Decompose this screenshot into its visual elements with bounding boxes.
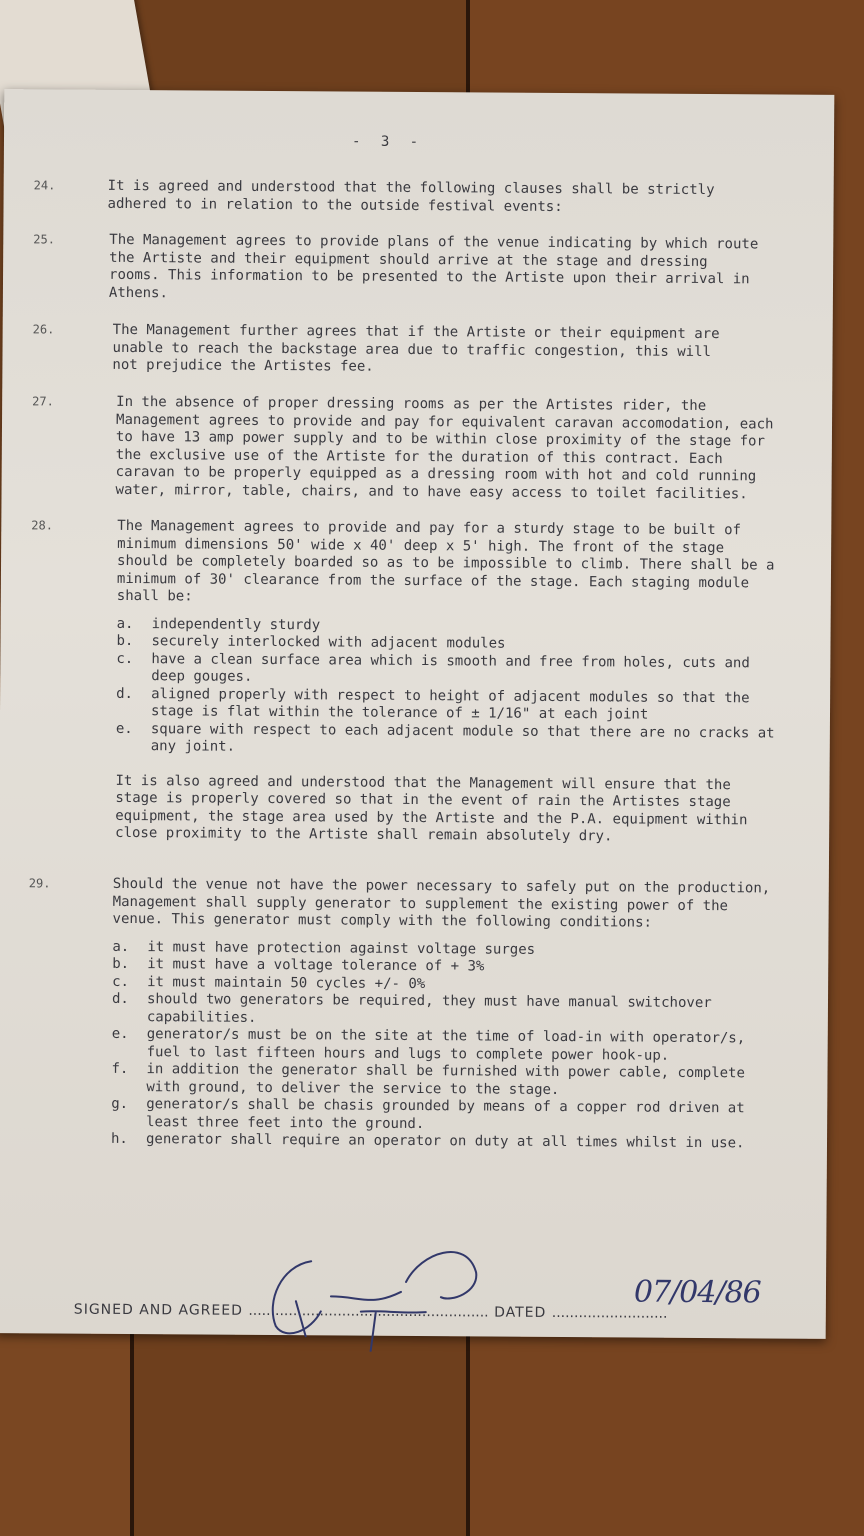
list-item: a. it must have protection against voltage surges	[112, 938, 536, 958]
handwritten-signature	[251, 1241, 492, 1353]
list-item: a. independently sturdy	[116, 615, 321, 633]
handwritten-date: 07/04/86	[633, 1274, 761, 1311]
page-number: - 3 -	[351, 133, 425, 151]
list-item: g. generator/s shall be chasis grounded by means of a copper rod driven at least three feet into the ground.	[111, 1095, 745, 1132]
clause-number: 25.	[33, 232, 56, 247]
signature-dots: ......................................................	[248, 1302, 489, 1321]
clause-text: It is agreed and understood that the following clauses shall be strictly adhered to in relation to the outside festival events:	[107, 177, 715, 215]
clause-24	[4, 177, 804, 215]
list-item: b. securely interlocked with adjacent modules	[116, 632, 506, 652]
list-item: c. it must maintain 50 cycles +/- 0%	[112, 973, 426, 992]
clause-text: In the absence of proper dressing rooms as per the Artistes rider, the Management agrees to provide and pay for equivalent caravan accomodation, each to have 13 amp power supply and to be within close proximity of the stage for the exclusive use of the Artiste for the duration of this contract. Each caravan to be properly equipped as a dressing room with hot and cold running water, mirror, table, chairs, and to have easy access to toilet facilities.	[115, 393, 774, 502]
clause-number: 28.	[31, 518, 54, 533]
list-item: e. square with respect to each adjacent module so that there are no cracks at any joint.	[115, 720, 775, 755]
contract-page	[0, 89, 834, 1339]
clause-25	[3, 231, 803, 301]
list-item: c. have a clean surface area which is smooth and free from holes, cuts and deep gouges.	[116, 650, 750, 685]
clause-number: 26.	[32, 322, 55, 337]
clause-26	[3, 321, 803, 375]
list-item: d. aligned properly with respect to height of adjacent modules so that the stage is flat within the tolerance of ± 1/16" at each joint	[116, 685, 750, 723]
staging-module-list	[116, 615, 777, 760]
clause-text: The Management agrees to provide plans of the venue indicating by which route the Artiste and their equipment should arrive at the stage and dressing rooms. This information to be presented to the Artiste upon their arrival in Athens.	[108, 231, 759, 301]
list-item: d. should two generators be required, they must have manual switchover capabilities.	[111, 990, 712, 1026]
clause-27	[2, 393, 802, 502]
list-item: b. it must have a voltage tolerance of + 3%	[112, 955, 485, 975]
list-item: h. generator shall require an operator on duty at all times whilst in use.	[110, 1130, 745, 1152]
list-item: e. generator/s must be on the site at the time of load-in with operator/s, fuel to last fifteen hours and lugs to complete power hook-up.	[111, 1025, 746, 1064]
signed-label: SIGNED AND AGREED	[73, 1301, 243, 1319]
dated-label: DATED	[494, 1304, 547, 1321]
generator-conditions-list	[111, 938, 782, 1153]
clause-paragraph: It is also agreed and understood that the Management will ensure that the stage is properly covered so that in the event of rain the Artistes stage equipment, the stage area used by the Artiste and the P.A. equipment within close proximity to the Artiste shall remain absolutely dry.	[115, 772, 748, 845]
clause-28	[1, 517, 801, 845]
list-item: f. in addition the generator shall be furnished with power cable, complete with ground, to deliver the service to the stage.	[111, 1060, 746, 1098]
clause-number: 29.	[28, 876, 51, 891]
clause-number: 24.	[33, 178, 56, 193]
clause-text: The Management further agrees that if the Artiste or their equipment are unable to reach the backstage area due to traffic congestion, this will not prejudice the Artistes fee.	[112, 321, 720, 375]
clause-number: 27.	[32, 394, 54, 409]
clause-29	[0, 875, 799, 1152]
clause-text: The Management agrees to provide and pay for a sturdy stage to be built of minimum dimensions 50' wide x 40' deep x 5' high. The front of the stage should be completely boarded so as to be impossible to climb. There shall be a minimum of 30' clearance from the surface of the stage. Each staging module shall be:	[116, 517, 775, 605]
clause-text: Should the venue not have the power necessary to safely put on the production, Management shall supply generator to supplement the existing power of the venue. This generator must comply with the following conditions:	[112, 875, 771, 931]
date-dots: ..........................	[551, 1304, 668, 1322]
